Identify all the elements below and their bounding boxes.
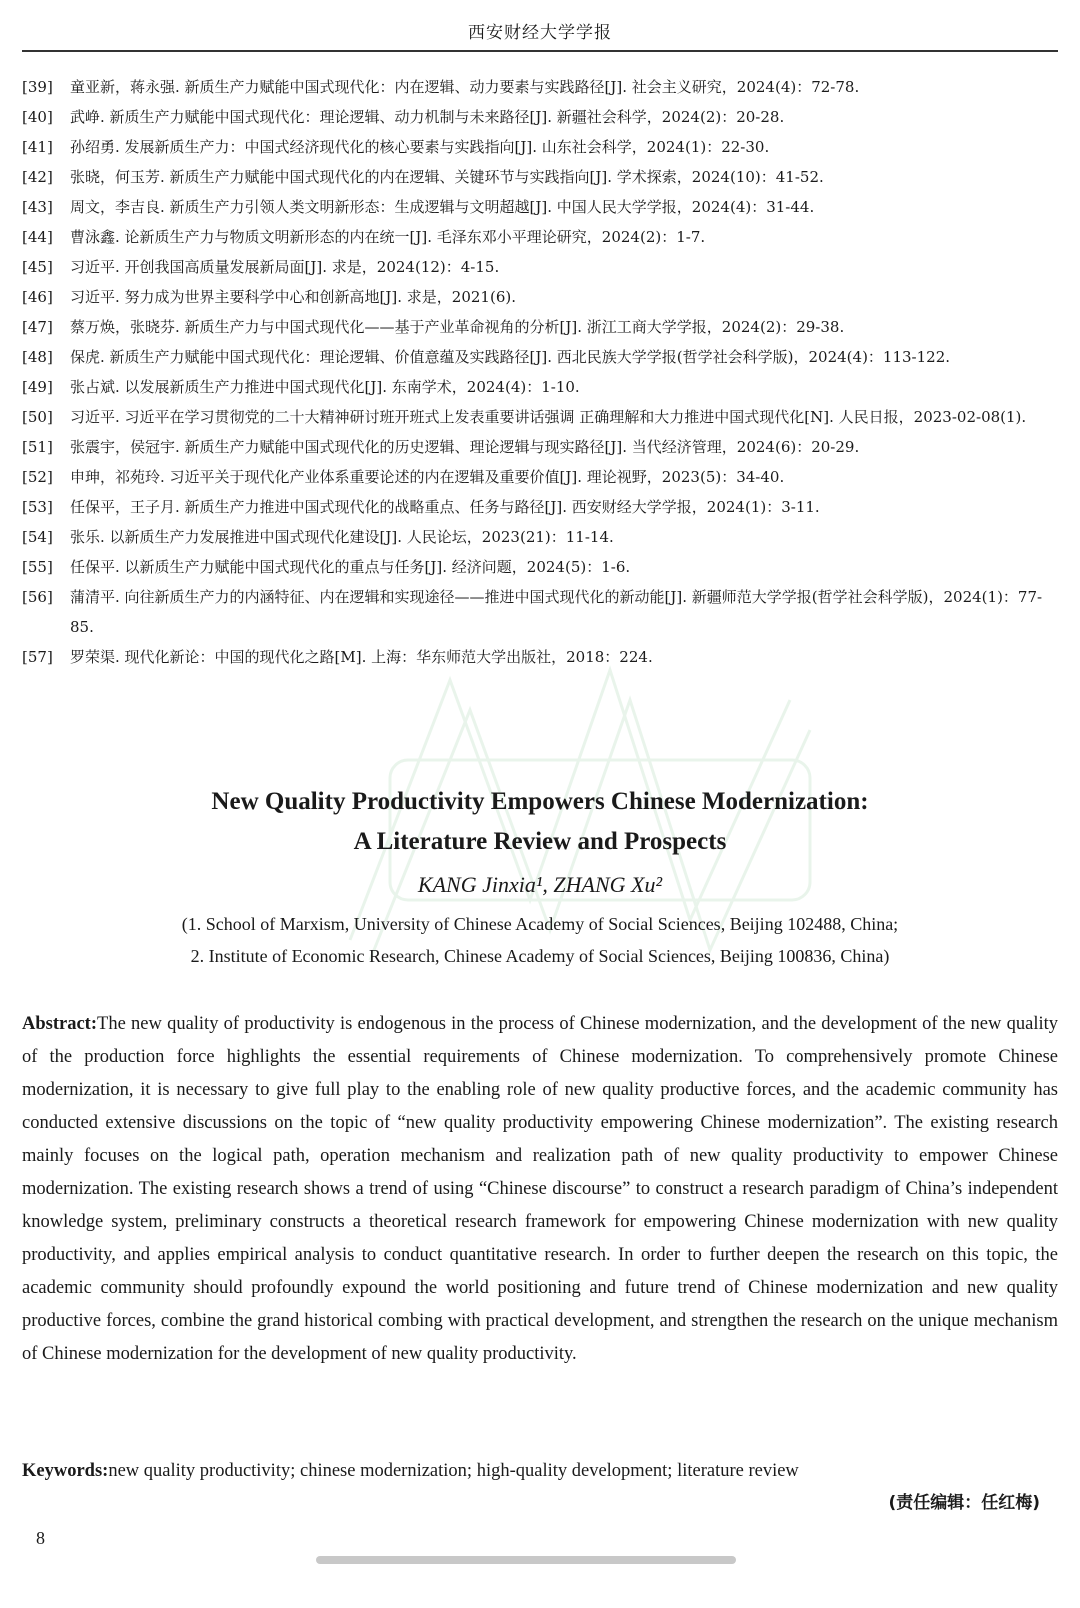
- reference-item: [22, 192, 1058, 222]
- abstract-paragraph: [22, 1008, 1058, 1371]
- reference-text: 习近平. 努力成为世界主要科学中心和创新高地[J]. 求是，2021(6).: [70, 288, 516, 306]
- reference-list: [22, 72, 1058, 672]
- reference-number: [49]: [22, 378, 53, 396]
- reference-item: [22, 402, 1058, 432]
- reference-text: 武峥. 新质生产力赋能中国式现代化：理论逻辑、动力机制与未来路径[J]. 新疆社会科学，2024(2)：20-28.: [70, 108, 785, 126]
- reference-number: [44]: [22, 228, 53, 246]
- reference-item: [22, 342, 1058, 372]
- reference-item: [22, 162, 1058, 192]
- page-number: 8: [36, 1528, 45, 1548]
- reference-text: 孙绍勇. 发展新质生产力：中国式经济现代化的核心要素与实践指向[J]. 山东社会科学，2024(1)：22-30.: [70, 138, 770, 156]
- reference-number: [57]: [22, 648, 53, 666]
- reference-text: 蔡万焕，张晓芬. 新质生产力与中国式现代化——基于产业革命视角的分析[J]. 浙江工商大学学报，2024(2)：29-38.: [70, 318, 845, 336]
- reference-number: [55]: [22, 558, 53, 576]
- reference-number: [53]: [22, 498, 53, 516]
- reference-item: [22, 312, 1058, 342]
- reference-item: [22, 582, 1058, 642]
- reference-item: [22, 372, 1058, 402]
- abstract-label: Abstract:: [22, 1014, 98, 1034]
- reference-item: [22, 522, 1058, 552]
- affiliation-1: (1. School of Marxism, University of Chinese Academy of Social Sciences, Beijing 102488, China;: [181, 914, 899, 934]
- keywords-text: new quality productivity; chinese modernization; high-quality development; literature review: [108, 1461, 799, 1481]
- reference-text: 习近平. 习近平在学习贯彻党的二十大精神研讨班开班式上发表重要讲话强调 正确理解和大力推进中国式现代化[N]. 人民日报，2023-02-08(1).: [70, 408, 1027, 426]
- running-header: [22, 0, 1058, 52]
- reference-number: [56]: [22, 588, 53, 606]
- reference-text: 任保平. 以新质生产力赋能中国式现代化的重点与任务[J]. 经济问题，2024(5)：1-6.: [70, 558, 631, 576]
- reference-text: 申珅，祁苑玲. 习近平关于现代化产业体系重要论述的内在逻辑及重要价值[J]. 理论视野，2023(5)：34-40.: [70, 468, 785, 486]
- reference-number: [40]: [22, 108, 53, 126]
- affiliation-2: 2. Institute of Economic Research, Chinese Academy of Social Sciences, Beijing 100836, China): [190, 946, 890, 966]
- reference-item: [22, 492, 1058, 522]
- keywords-line: [22, 1455, 1058, 1488]
- reference-text: 张震宇，侯冠宇. 新质生产力赋能中国式现代化的历史逻辑、理论逻辑与现实路径[J]. 当代经济管理，2024(6)：20-29.: [70, 438, 860, 456]
- reference-number: [42]: [22, 168, 53, 186]
- reference-number: [48]: [22, 348, 53, 366]
- reference-text: 张占斌. 以发展新质生产力推进中国式现代化[J]. 东南学术，2024(4)：1-10.: [70, 378, 580, 396]
- reference-number: [47]: [22, 318, 53, 336]
- reference-text: 周文，李吉良. 新质生产力引领人类文明新形态：生成逻辑与文明超越[J]. 中国人民大学学报，2024(4)：31-44.: [70, 198, 815, 216]
- reference-item: [22, 462, 1058, 492]
- reference-item: [22, 432, 1058, 462]
- reference-text: 张乐. 以新质生产力发展推进中国式现代化建设[J]. 人民论坛，2023(21)：11-14.: [70, 528, 614, 546]
- reference-text: 保虎. 新质生产力赋能中国式现代化：理论逻辑、价值意蕴及实践路径[J]. 西北民族大学学报(哲学社会科学版)，2024(4)：113-122.: [70, 348, 951, 366]
- reference-text: 习近平. 开创我国高质量发展新局面[J]. 求是，2024(12)：4-15.: [70, 258, 500, 276]
- abstract-text: The new quality of productivity is endogenous in the process of Chinese modernization, and the development of the new quality of the production force highlights the essential requirements of Chinese modernization. To comprehensively promote Chinese modernization, it is necessary to give full play to the enabling role of new quality productive forces, and the academic community has conducted extensive discussions on the topic of “new quality productivity empowering Chinese modernization”. The existing research mainly focuses on the logical path, operation mechanism and realization path of new quality productivity to empower Chinese modernization. The existing research shows a trend of using “Chinese discourse” to construct a research paradigm of China’s independent knowledge system, preliminary constructs a theoretical research framework for empowering Chinese modernization with new quality productivity, and applies empirical analysis to conduct quantitative research. In order to further deepen the research on this topic, the academic community should profoundly expound the world positioning and future trend of Chinese modernization and new quality productive forces, combine the grand historical combing with practical development, and strengthen the research on the unique mechanism of Chinese modernization for the development of new quality productivity.: [22, 1014, 1058, 1364]
- reference-text: 蒲清平. 向往新质生产力的内涵特征、内在逻辑和实现途径——推进中国式现代化的新动能[J]. 新疆师范大学学报(哲学社会科学版)，2024(1)：77-85.: [70, 588, 1043, 636]
- reference-item: [22, 282, 1058, 312]
- reference-number: [46]: [22, 288, 53, 306]
- reference-item: [22, 72, 1058, 102]
- responsible-editor: (责任编辑：任红梅): [888, 1493, 1040, 1513]
- reference-item: [22, 102, 1058, 132]
- reference-number: [51]: [22, 438, 53, 456]
- reference-number: [45]: [22, 258, 53, 276]
- reference-number: [54]: [22, 528, 53, 546]
- reference-text: 任保平，王子月. 新质生产力推进中国式现代化的战略重点、任务与路径[J]. 西安财经大学学报，2024(1)：3-11.: [70, 498, 820, 516]
- reference-text: 曹泳鑫. 论新质生产力与物质文明新形态的内在统一[J]. 毛泽东邓小平理论研究，2024(2)：1-7.: [70, 228, 706, 246]
- reference-number: [41]: [22, 138, 53, 156]
- horizontal-scrollbar[interactable]: [316, 1556, 736, 1564]
- reference-item: [22, 252, 1058, 282]
- reference-text: 童亚新，蒋永强. 新质生产力赋能中国式现代化：内在逻辑、动力要素与实践路径[J]. 社会主义研究，2024(4)：72-78.: [70, 78, 860, 96]
- reference-number: [43]: [22, 198, 53, 216]
- reference-text: 张晓，何玉芳. 新质生产力赋能中国式现代化的内在逻辑、关键环节与实践指向[J]. 学术探索，2024(10)：41-52.: [70, 168, 824, 186]
- reference-item: [22, 552, 1058, 582]
- journal-name: 西安财经大学学报: [468, 23, 612, 43]
- reference-number: [52]: [22, 468, 53, 486]
- reference-number: [50]: [22, 408, 53, 426]
- english-title-block: [22, 782, 1058, 972]
- reference-number: [39]: [22, 78, 53, 96]
- paper-title-line-1: New Quality Productivity Empowers Chinese Modernization:: [211, 788, 869, 815]
- reference-text: 罗荣渠. 现代化新论：中国的现代化之路[M]. 上海：华东师范大学出版社，2018：224.: [70, 648, 653, 666]
- paper-title-line-2: A Literature Review and Prospects: [353, 828, 727, 855]
- keywords-label: Keywords:: [22, 1461, 109, 1481]
- reference-item: [22, 222, 1058, 252]
- author-names: KANG Jinxia¹, ZHANG Xu²: [417, 872, 663, 897]
- reference-item: [22, 132, 1058, 162]
